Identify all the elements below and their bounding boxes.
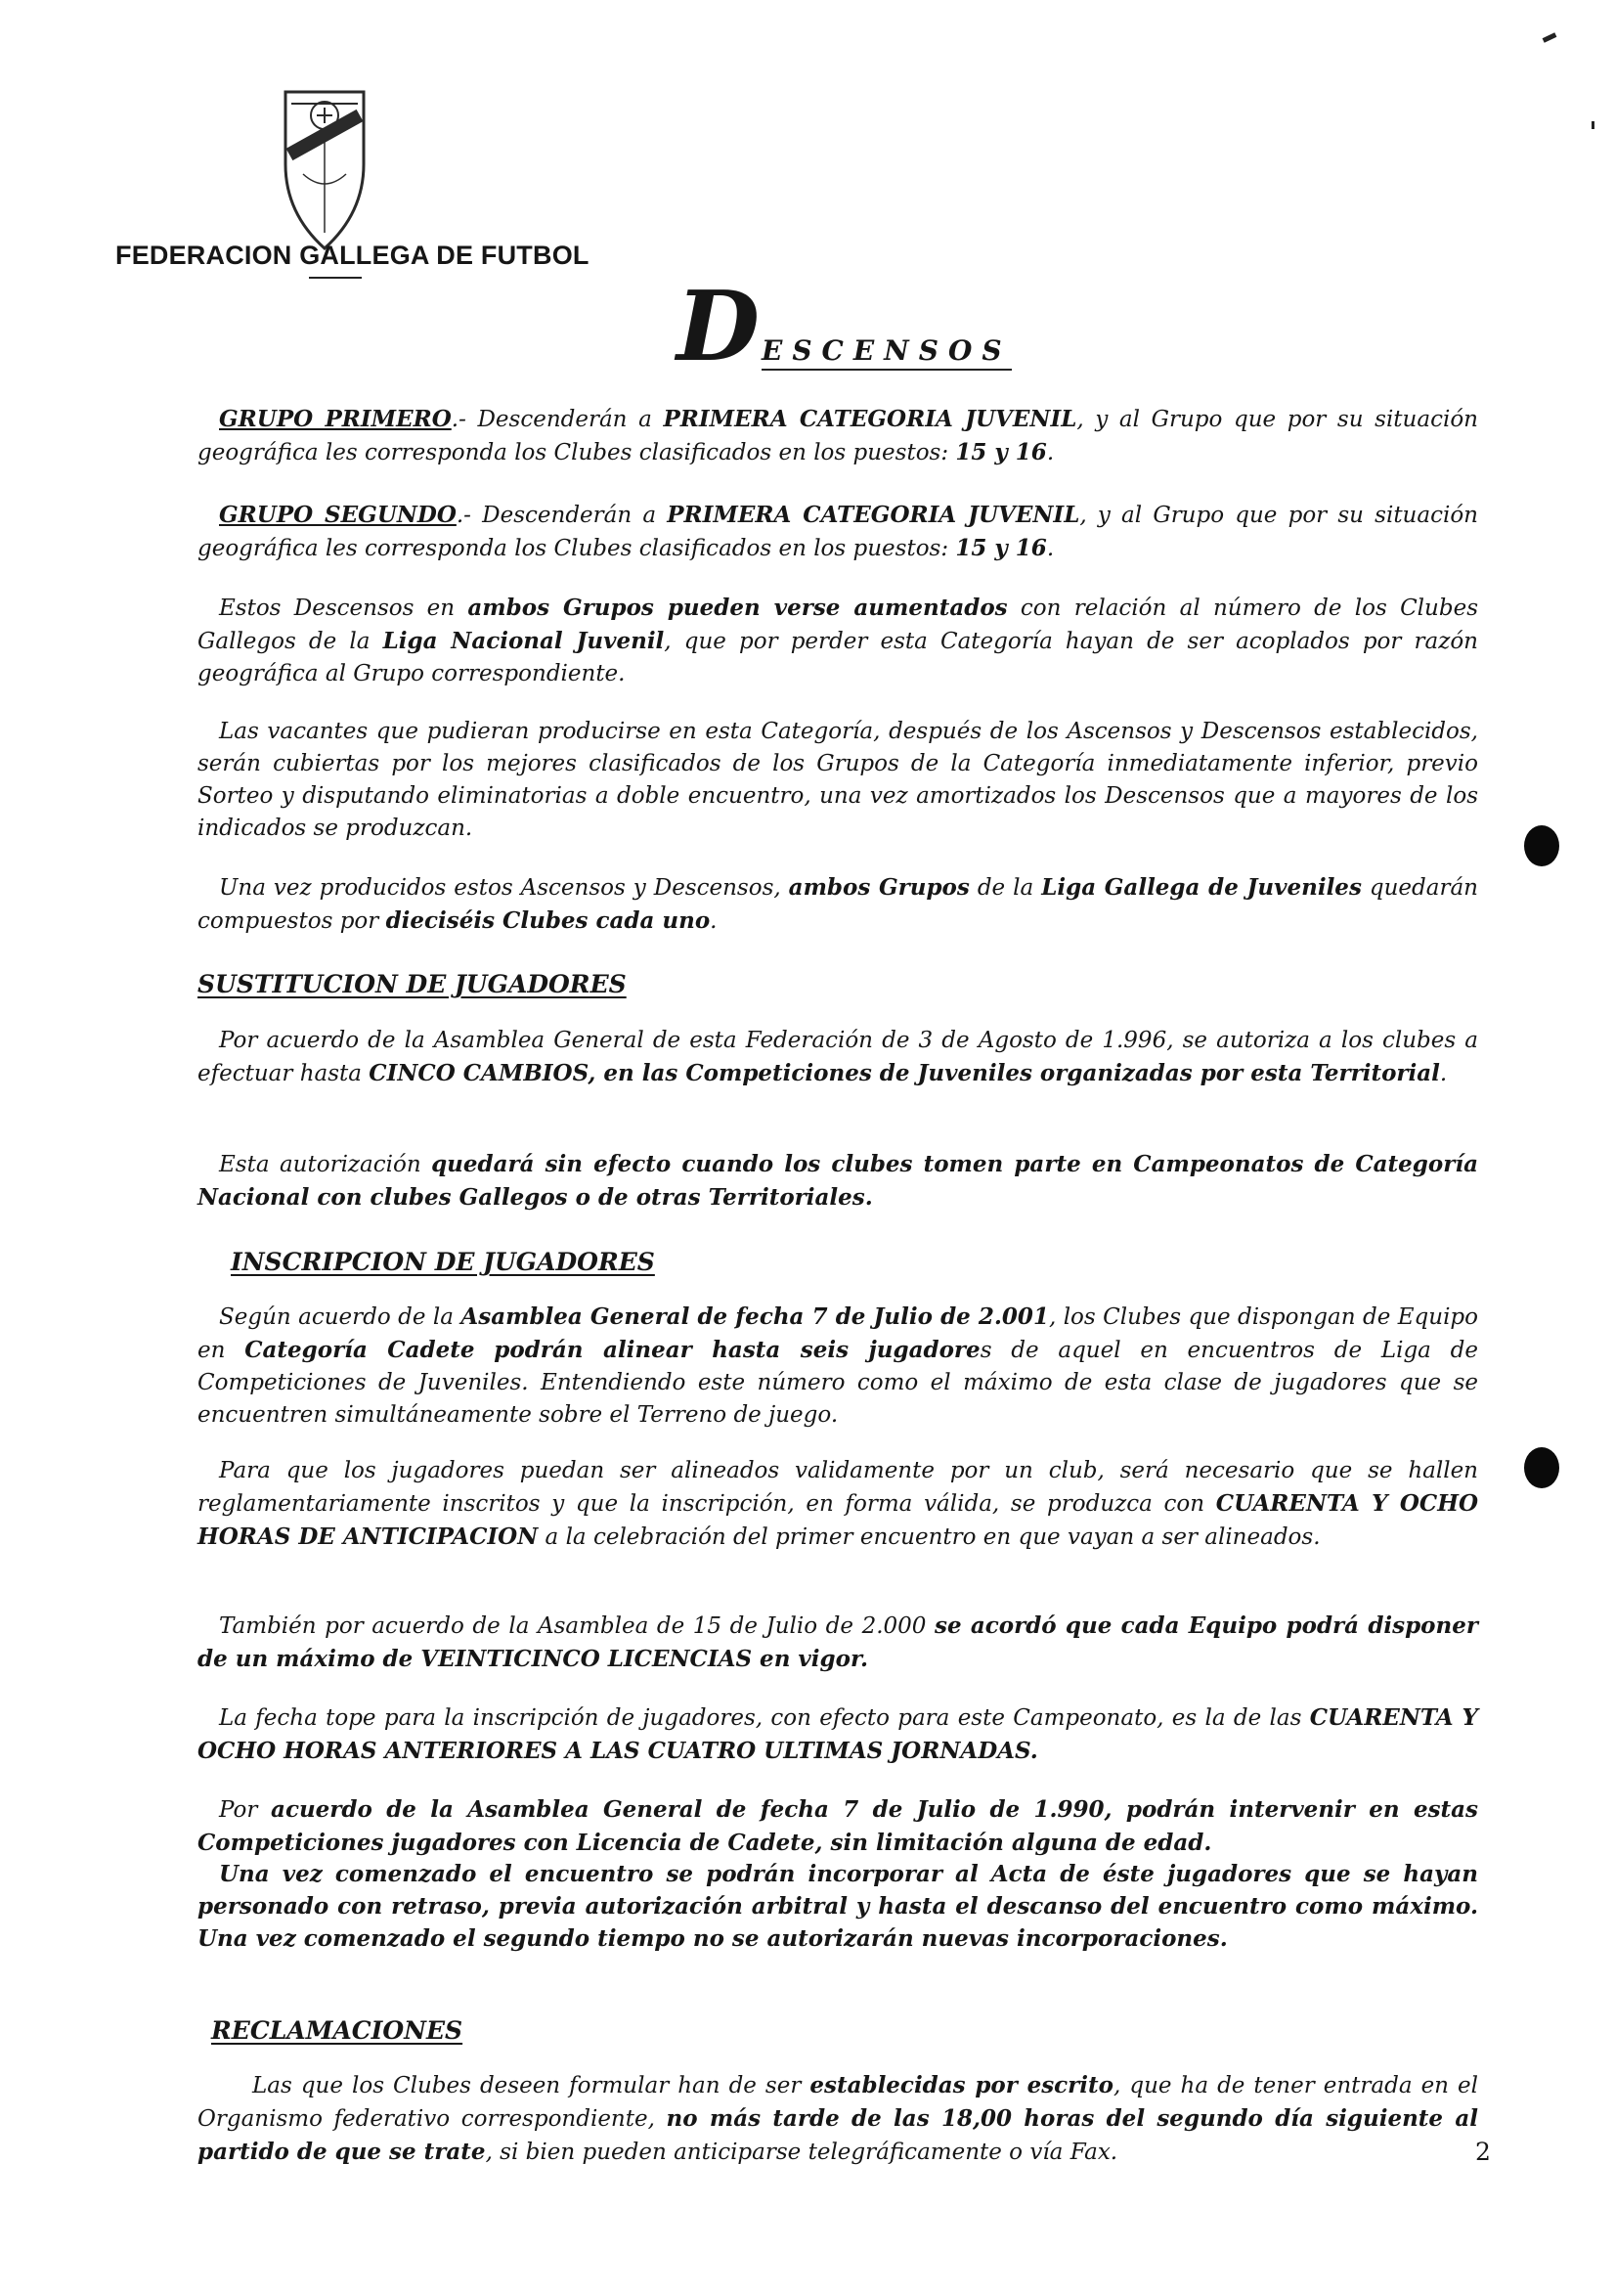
organization-name: FEDERACION GALLEGA DE FUTBOL <box>115 241 589 270</box>
organization-underline <box>309 277 362 279</box>
scan-speck <box>1592 121 1594 129</box>
text-segment: Descenderán a <box>482 503 668 528</box>
paragraph-inscripcion-1 <box>197 1301 1478 1432</box>
bold-segment: CINCO CAMBIOS, en las Competiciones de Juveniles organizadas por esta Territorial <box>369 1060 1440 1086</box>
heading-sustitucion: SUSTITUCION DE JUGADORES <box>197 970 627 998</box>
text-segment: Para que los jugadores puedan ser alineados validamente por un club, será necesario que se hallen reglamentariamente inscritos y que la inscripción, en forma válida, se produzca con <box>197 1458 1478 1517</box>
bold-segment: dieciséis Clubes cada uno <box>385 907 711 934</box>
bold-segment: PRIMERA CATEGORIA JUVENIL <box>667 502 1080 528</box>
text-segment: , y al Grupo que por su situación geográfica les corresponda los Clubes clasificados en los puestos: <box>197 503 1478 561</box>
text-segment: Las vacantes que pudieran producirse en esta Categoría, después de los Ascensos y Descensos establecidos, serán cubiertas por los mejores clasificados de los Grupos de la Categoría inmediatamente inferior, previo Sorteo y disputando eliminatorias a doble encuentro, una vez amortizados los Descensos que a mayores de los indicados se produzcan. <box>197 719 1478 841</box>
bold-segment: no más tarde de las 18,00 horas del segundo día siguiente al partido de que se trate <box>197 2105 1478 2165</box>
paragraph-reclamaciones <box>197 2069 1478 2169</box>
text-segment: . <box>710 908 718 934</box>
heading-inscripcion: INSCRIPCION DE JUGADORES <box>231 1248 655 1276</box>
bold-segment: PRIMERA CATEGORIA JUVENIL <box>663 406 1077 432</box>
text-segment: . <box>1439 1061 1448 1086</box>
text-segment: Una vez producidos estos Ascensos y Descensos, <box>219 875 789 901</box>
grupo-primero-label: GRUPO PRIMERO <box>219 406 452 432</box>
text-segment: Esta autorización <box>219 1152 432 1177</box>
bold-segment: Liga Gallega de Juveniles <box>1041 874 1362 901</box>
bold-segment: CUARENTA Y OCHO HORAS DE ANTICIPACION <box>197 1490 1478 1550</box>
bold-segment: Asamblea General de fecha 7 de Julio de 2.001 <box>460 1303 1049 1330</box>
page-title <box>677 271 1012 383</box>
text-segment: . <box>1046 536 1055 561</box>
federation-shield-icon <box>280 86 370 252</box>
text-segment: con relación al número de los Clubes Gallegos de la <box>197 596 1478 654</box>
page-number: 2 <box>1475 2138 1491 2166</box>
text-segment: , que ha de tener entrada en el Organismo federativo correspondiente, <box>197 2073 1478 2132</box>
text-segment: Por <box>219 1797 272 1823</box>
bold-segment: ambos Grupos <box>788 874 970 901</box>
bold-segment: Categoría Cadete <box>244 1337 475 1363</box>
text-segment: .- <box>456 503 483 528</box>
punch-hole-mark <box>1524 825 1559 866</box>
text-segment: a la celebración del primer encuentro en que vayan a ser alineados. <box>538 1524 1321 1550</box>
text-segment: Las que los Clubes deseen formular han de ser <box>252 2073 810 2098</box>
text-segment: Según acuerdo de la <box>219 1304 461 1330</box>
text-segment: La fecha tope para la inscripción de jugadores, con efecto para este Campeonato, es la de las <box>219 1705 1310 1731</box>
paragraph-inscripcion-4 <box>197 1701 1478 1768</box>
text-segment: s de aquel en encuentros de Liga de Competiciones de Juveniles. Entendiendo este número como el máximo de esta clase de jugadores que se encuentren simultáneamente sobre el Terreno de juego. <box>197 1338 1478 1428</box>
bold-segment: acuerdo de la Asamblea General de fecha 7 de Julio de 1.990, podrán intervenir en estas Competiciones jugadores con Licencia de Cadete, sin limitación alguna de edad. <box>197 1796 1478 1856</box>
bold-segment: establecidas por escrito <box>809 2072 1114 2098</box>
text-segment: Por acuerdo de la Asamblea General de esta Federación de 3 de Agosto de 1.996, se autoriza a los clubes a efectuar hasta <box>197 1028 1478 1086</box>
text-segment: quedarán compuestos por <box>197 875 1478 934</box>
text-segment: de la <box>969 875 1042 901</box>
text-segment: , y al Grupo que por su situación geográfica les corresponda los Clubes clasificados en los puestos: <box>197 407 1478 465</box>
bold-segment: 15 y 16 <box>955 535 1047 561</box>
bold-segment: 15 y 16 <box>955 439 1047 465</box>
title-initial: D <box>677 271 760 383</box>
bold-segment: se acordó que cada Equipo podrá disponer de un máximo de VEINTICINCO LICENCIAS en vigor. <box>197 1612 1478 1672</box>
punch-hole-mark <box>1524 1447 1559 1488</box>
text-segment: Una vez comenzado el encuentro se podrán incorporar al Acta de éste jugadores que se hayan personado con retraso, previa autorización arbitral y hasta el descanso del encuentro como máximo. Una vez comenzado el segundo tiempo no se autorizarán nuevas incorporaciones. <box>197 1861 1478 1952</box>
text-segment: También por acuerdo de la Asamblea de 15 de Julio de 2.000 <box>219 1613 936 1639</box>
paragraph-grupo-primero <box>197 403 1478 469</box>
bold-segment: ambos Grupos pueden verse aumentados <box>467 595 1008 621</box>
text-segment: Descenderán a <box>477 407 664 432</box>
text-segment: , los Clubes que dispongan de Equipo en <box>197 1304 1478 1363</box>
bold-segment: CUARENTA Y OCHO HORAS ANTERIORES A LAS CUATRO ULTIMAS JORNADAS. <box>197 1704 1478 1764</box>
paragraph-inscripcion-3 <box>197 1610 1478 1676</box>
heading-reclamaciones: RECLAMACIONES <box>211 2016 463 2045</box>
text-segment: Estos Descensos en <box>219 596 468 621</box>
bold-segment: podrán alinear hasta seis jugadore <box>494 1337 981 1363</box>
text-segment <box>475 1338 495 1363</box>
paragraph-grupo-segundo <box>197 499 1478 565</box>
paragraph-inscripcion-2 <box>197 1455 1478 1554</box>
paragraph-sustitucion-1 <box>197 1025 1478 1090</box>
bold-segment: quedará sin efecto cuando los clubes tomen parte en Campeonatos de Categoría Nacional con clubes Gallegos o de otras Territoriales. <box>197 1151 1478 1211</box>
scan-speck <box>1543 32 1557 42</box>
paragraph-vacantes <box>197 716 1478 845</box>
text-segment: .- <box>451 407 478 432</box>
paragraph-inscripcion-5 <box>197 1793 1478 1860</box>
bold-segment: Liga Nacional Juvenil <box>382 628 665 654</box>
text-segment: , que por perder esta Categoría hayan de ser acoplados por razón geográfica al Grupo correspondiente. <box>197 629 1478 686</box>
grupo-segundo-label: GRUPO SEGUNDO <box>219 502 457 528</box>
paragraph-sustitucion-2 <box>197 1148 1478 1214</box>
text-segment: , si bien pueden anticiparse telegráficamente o vía Fax. <box>485 2140 1118 2165</box>
text-segment: . <box>1046 440 1055 465</box>
paragraph-una-vez <box>197 871 1478 938</box>
paragraph-inscripcion-6 <box>197 1858 1478 1955</box>
paragraph-estos-descensos <box>197 592 1478 690</box>
title-rest: ESCENSOS <box>762 334 1012 371</box>
